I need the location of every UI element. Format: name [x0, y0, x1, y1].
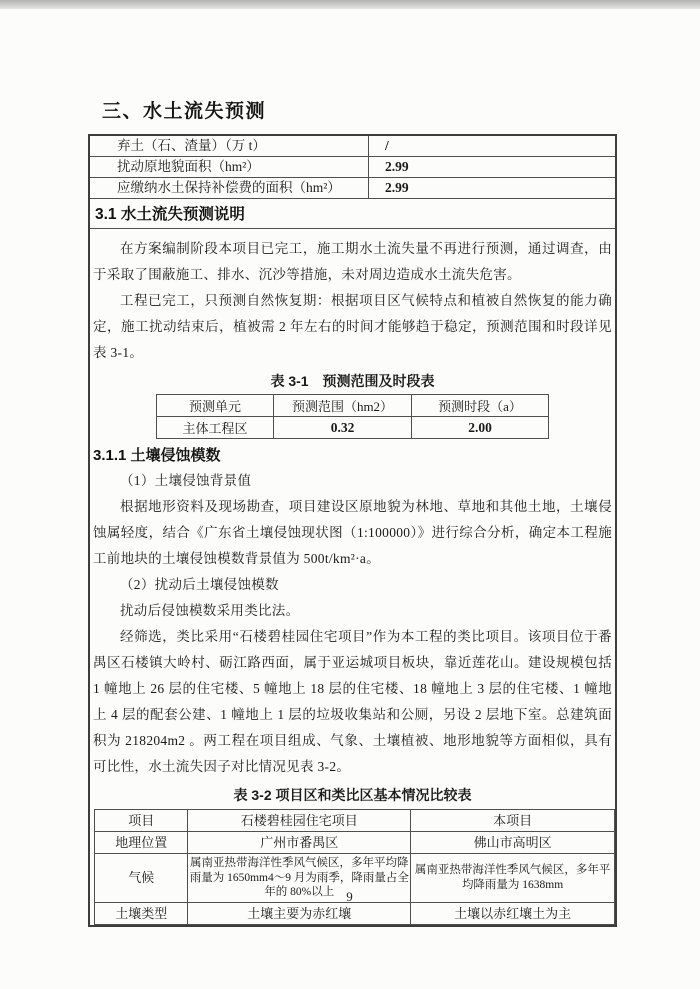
table-header-cell: 项目 [95, 810, 188, 832]
table-cell: 2.00 [412, 417, 549, 439]
table-cell: 广州市番禺区 [188, 832, 411, 854]
paragraph: 工程已完工，只预测自然恢复期：根据项目区气候特点和植被自然恢复的能力确定，施工扰动结束后，植被需 2 年左右的时间才能够趋于稳定，预测范围和时段详见表 3-1。 [93, 293, 612, 360]
summary-label: 弃土（石、渣量）（万 t） [90, 136, 369, 156]
table-cell: 0.32 [274, 417, 412, 439]
table-row [157, 417, 549, 439]
table-3-2-caption: 表 3-2 项目区和类比区基本情况比较表 [233, 787, 472, 803]
table-cell: 气候 [95, 854, 188, 903]
summary-row [90, 178, 615, 199]
summary-value: 2.99 [385, 180, 409, 195]
table-cell: 主体工程区 [157, 417, 274, 439]
outer-frame-table [88, 134, 617, 927]
section-title: 三、水土流失预测 [102, 101, 267, 122]
subsection-heading-3-1: 3.1 水土流失预测说明 [90, 199, 615, 229]
table-row [95, 902, 615, 924]
table-header-cell: 本项目 [411, 810, 615, 832]
table-cell: 土壤主要为赤红壤 [188, 902, 411, 924]
table-header-cell: 石楼碧桂园住宅项目 [188, 810, 411, 832]
table-3-2 [94, 809, 615, 925]
paragraph: 经筛选，类比采用“石楼碧桂园住宅项目”作为本工程的类比项目。该项目位于番禺区石楼镇大岭村、砺江路西面，属于亚运城项目板块，靠近莲花山。建设规模包括 1 幢地上 26 层的住宅楼、5 幢地上 18 层的住宅楼、18 幢地上 3 层的住宅楼、1 幢地上 4 层的配套公建、1 幢地上 1 层的垃圾收集站和公厕，另设 2 层地下室。总建筑面积为 218204m2 。两工程在项目组成、气象、土壤植被、地形地貌等方面相似，具有可比性，水土流失因子对比情况见表 3-2。 [93, 629, 612, 774]
summary-row [90, 157, 615, 178]
summary-value: / [385, 138, 389, 153]
table-3-1 [156, 394, 549, 439]
subsection-heading-3-1-1: 3.1.1 土壤侵蚀模数 [93, 447, 221, 464]
page-number: 9 [346, 889, 353, 904]
table-cell: 佛山市高明区 [411, 832, 615, 854]
body-cell [90, 229, 615, 925]
list-item-heading: （1）土壤侵蚀背景值 [120, 473, 252, 488]
table-cell: 土壤以赤红壤土为主 [411, 902, 615, 924]
table-3-1-caption: 表 3-1 预测范围及时段表 [270, 373, 435, 389]
table-row [95, 832, 615, 854]
summary-row [90, 136, 615, 157]
table-cell: 属南亚热带海洋性季风气候区，多年平均降雨量为 1650mm4～9 月为雨季，降雨量占全年的 80%以上 [188, 854, 411, 903]
table-header-cell: 预测单元 [157, 395, 274, 417]
scan-artifact-band [0, 0, 700, 9]
table-row [95, 810, 615, 832]
table-header-cell: 预测时段（a） [412, 395, 549, 417]
table-cell: 土壤类型 [95, 902, 188, 924]
table-header-cell: 预测范围（hm2） [274, 395, 412, 417]
page-content [88, 96, 617, 927]
summary-label: 扰动原地貌面积（hm²） [90, 157, 369, 177]
list-item-heading: （2）扰动后土壤侵蚀模数 [120, 577, 279, 592]
paragraph: 在方案编制阶段本项目已完工，施工期水土流失量不再进行预测，通过调查，由于采取了围蔽施工、排水、沉沙等措施，未对周边造成水土流失危害。 [93, 241, 612, 282]
table-cell: 地理位置 [95, 832, 188, 854]
summary-label: 应缴纳水土保持补偿费的面积（hm²） [90, 178, 369, 198]
paragraph: 根据地形资料及现场勘查，项目建设区原地貌为林地、草地和其他土地，土壤侵蚀属轻度，结合《广东省土壤侵蚀现状图（1:100000）》进行综合分析，确定本工程施工前地块的土壤侵蚀模数背景值为 500t/km²·a。 [93, 499, 612, 566]
table-cell: 属南亚热带海洋性季风气候区，多年平均降雨量为 1638mm [411, 854, 615, 903]
paragraph: 扰动后侵蚀模数采用类比法。 [120, 603, 300, 618]
table-row [157, 395, 549, 417]
summary-value: 2.99 [385, 159, 409, 174]
